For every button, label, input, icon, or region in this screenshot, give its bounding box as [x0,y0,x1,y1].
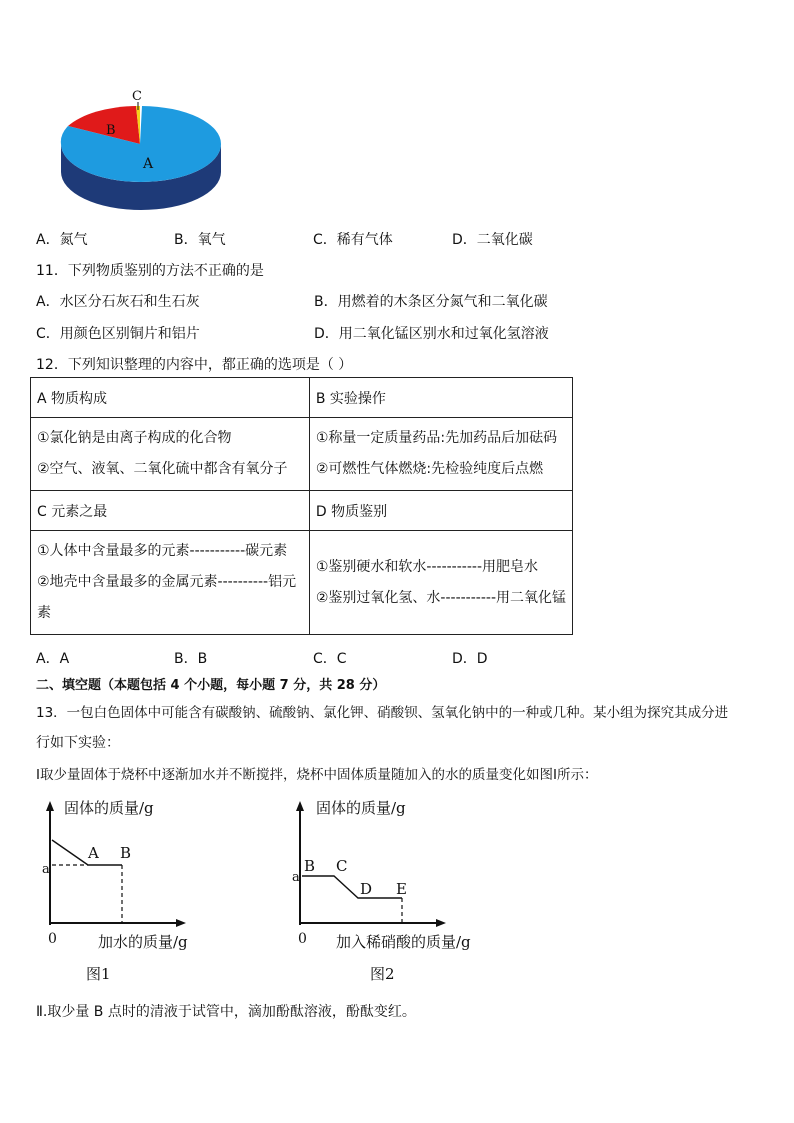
q10-option-a: A．氮气 [36,232,88,248]
q10-option-d: D．二氧化碳 [452,232,533,248]
q12-option-d: D．D [452,651,488,667]
cell-d-title [309,491,572,531]
cell-c-line-1: ①人体中含量最多的元素-----------碳元素 [37,543,288,559]
cell-b-line-1: ①称量一定质量药品:先加药品后加砝码 [315,430,558,446]
fig1-origin: 0 [48,931,57,947]
pie-label-c: C [132,89,142,104]
q10-option-b: B．氧气 [174,232,226,248]
cell-a-line-1: ①氯化钠是由离子构成的化合物 [37,430,232,446]
cell-a-title [31,378,310,418]
q11-option-c: C．用颜色区别铜片和铝片 [36,326,200,342]
q12-option-b: B．B [174,651,208,667]
q11-option-b: B．用燃着的木条区分氮气和二氧化碳 [314,294,548,310]
q12-option-c: C．C [313,651,347,667]
cell-b-title-text: B 实验操作 [315,390,386,407]
fig1-point-a: A [88,844,99,862]
q13-step-1: Ⅰ取少量固体于烧杯中逐渐加水并不断搅拌，烧杯中固体质量随加入的水的质量变化如图Ⅰ所示： [36,767,598,783]
fig2-a-label: a [292,870,300,885]
q11-option-a: A．水区分石灰石和生石灰 [36,294,200,310]
knowledge-table [30,377,573,635]
q13-stem-2: 行如下实验： [36,735,120,751]
cell-c-title-text: C 元素之最 [37,503,108,520]
fig2-point-d: D [360,880,373,898]
fig1-ylabel: 固体的质量/g [64,799,154,817]
q12-stem: 12．下列知识整理的内容中，都正确的选项是（ ） [36,357,353,373]
q11-stem: 11．下列物质鉴别的方法不正确的是 [36,263,264,279]
q13-step-2: Ⅱ.取少量 B 点时的清液于试管中，滴加酚酞溶液，酚酞变红。 [36,1004,416,1020]
pie-label-a: A [143,156,154,172]
cell-d-body [309,531,572,635]
pie-chart [56,84,226,216]
figure-2 [286,795,486,990]
cell-d-line-2: ②鉴别过氧化氢、水-----------用二氧化锰 [315,589,566,606]
q13-stem-1: 13．一包白色固体中可能含有碳酸钠、硫酸钠、氯化钾、硝酸钡、氢氧化钠中的一种或几种。某小组为探究其成分进 [36,705,729,721]
fig2-point-b: B [304,857,316,875]
section-heading: 二、填空题（本题包括 4 个小题，每小题 7 分，共 28 分） [36,678,386,693]
fig2-point-c: C [336,857,348,875]
cell-d-title-text: D 物质鉴别 [315,503,388,520]
cell-d-line-1: ①鉴别硬水和软水-----------用肥皂水 [315,558,538,575]
fig2-caption: 图2 [370,965,395,983]
fig2-ylabel: 固体的质量/g [316,799,406,817]
figure-1 [36,795,206,990]
q11-option-d: D．用二氧化锰区别水和过氧化氢溶液 [314,326,549,342]
cell-a-line-2: ②空气、液氧、二氧化硫中都含有氧分子 [37,461,288,477]
fig2-origin: 0 [298,931,307,947]
cell-b-line-2: ②可燃性气体燃烧:先检验纯度后点燃 [315,461,544,477]
fig2-point-e: E [396,880,407,898]
cell-a-body [31,418,310,491]
cell-c-line-2: ②地壳中含量最多的金属元素----------铝元素 [37,574,297,621]
fig1-a-label: a [42,862,50,877]
cell-a-title-text: A 物质构成 [37,390,108,407]
cell-b-title [309,378,572,418]
fig1-caption: 图1 [86,965,111,983]
q10-option-c: C．稀有气体 [313,232,393,248]
cell-b-body [309,418,572,491]
fig1-point-b: B [120,844,132,862]
pie-label-b: B [106,123,116,138]
q12-option-a: A．A [36,651,70,667]
cell-c-body [31,531,310,635]
cell-c-title [31,491,310,531]
fig1-xlabel: 加水的质量/g [98,933,188,951]
fig2-xlabel: 加入稀硝酸的质量/g [336,933,471,951]
